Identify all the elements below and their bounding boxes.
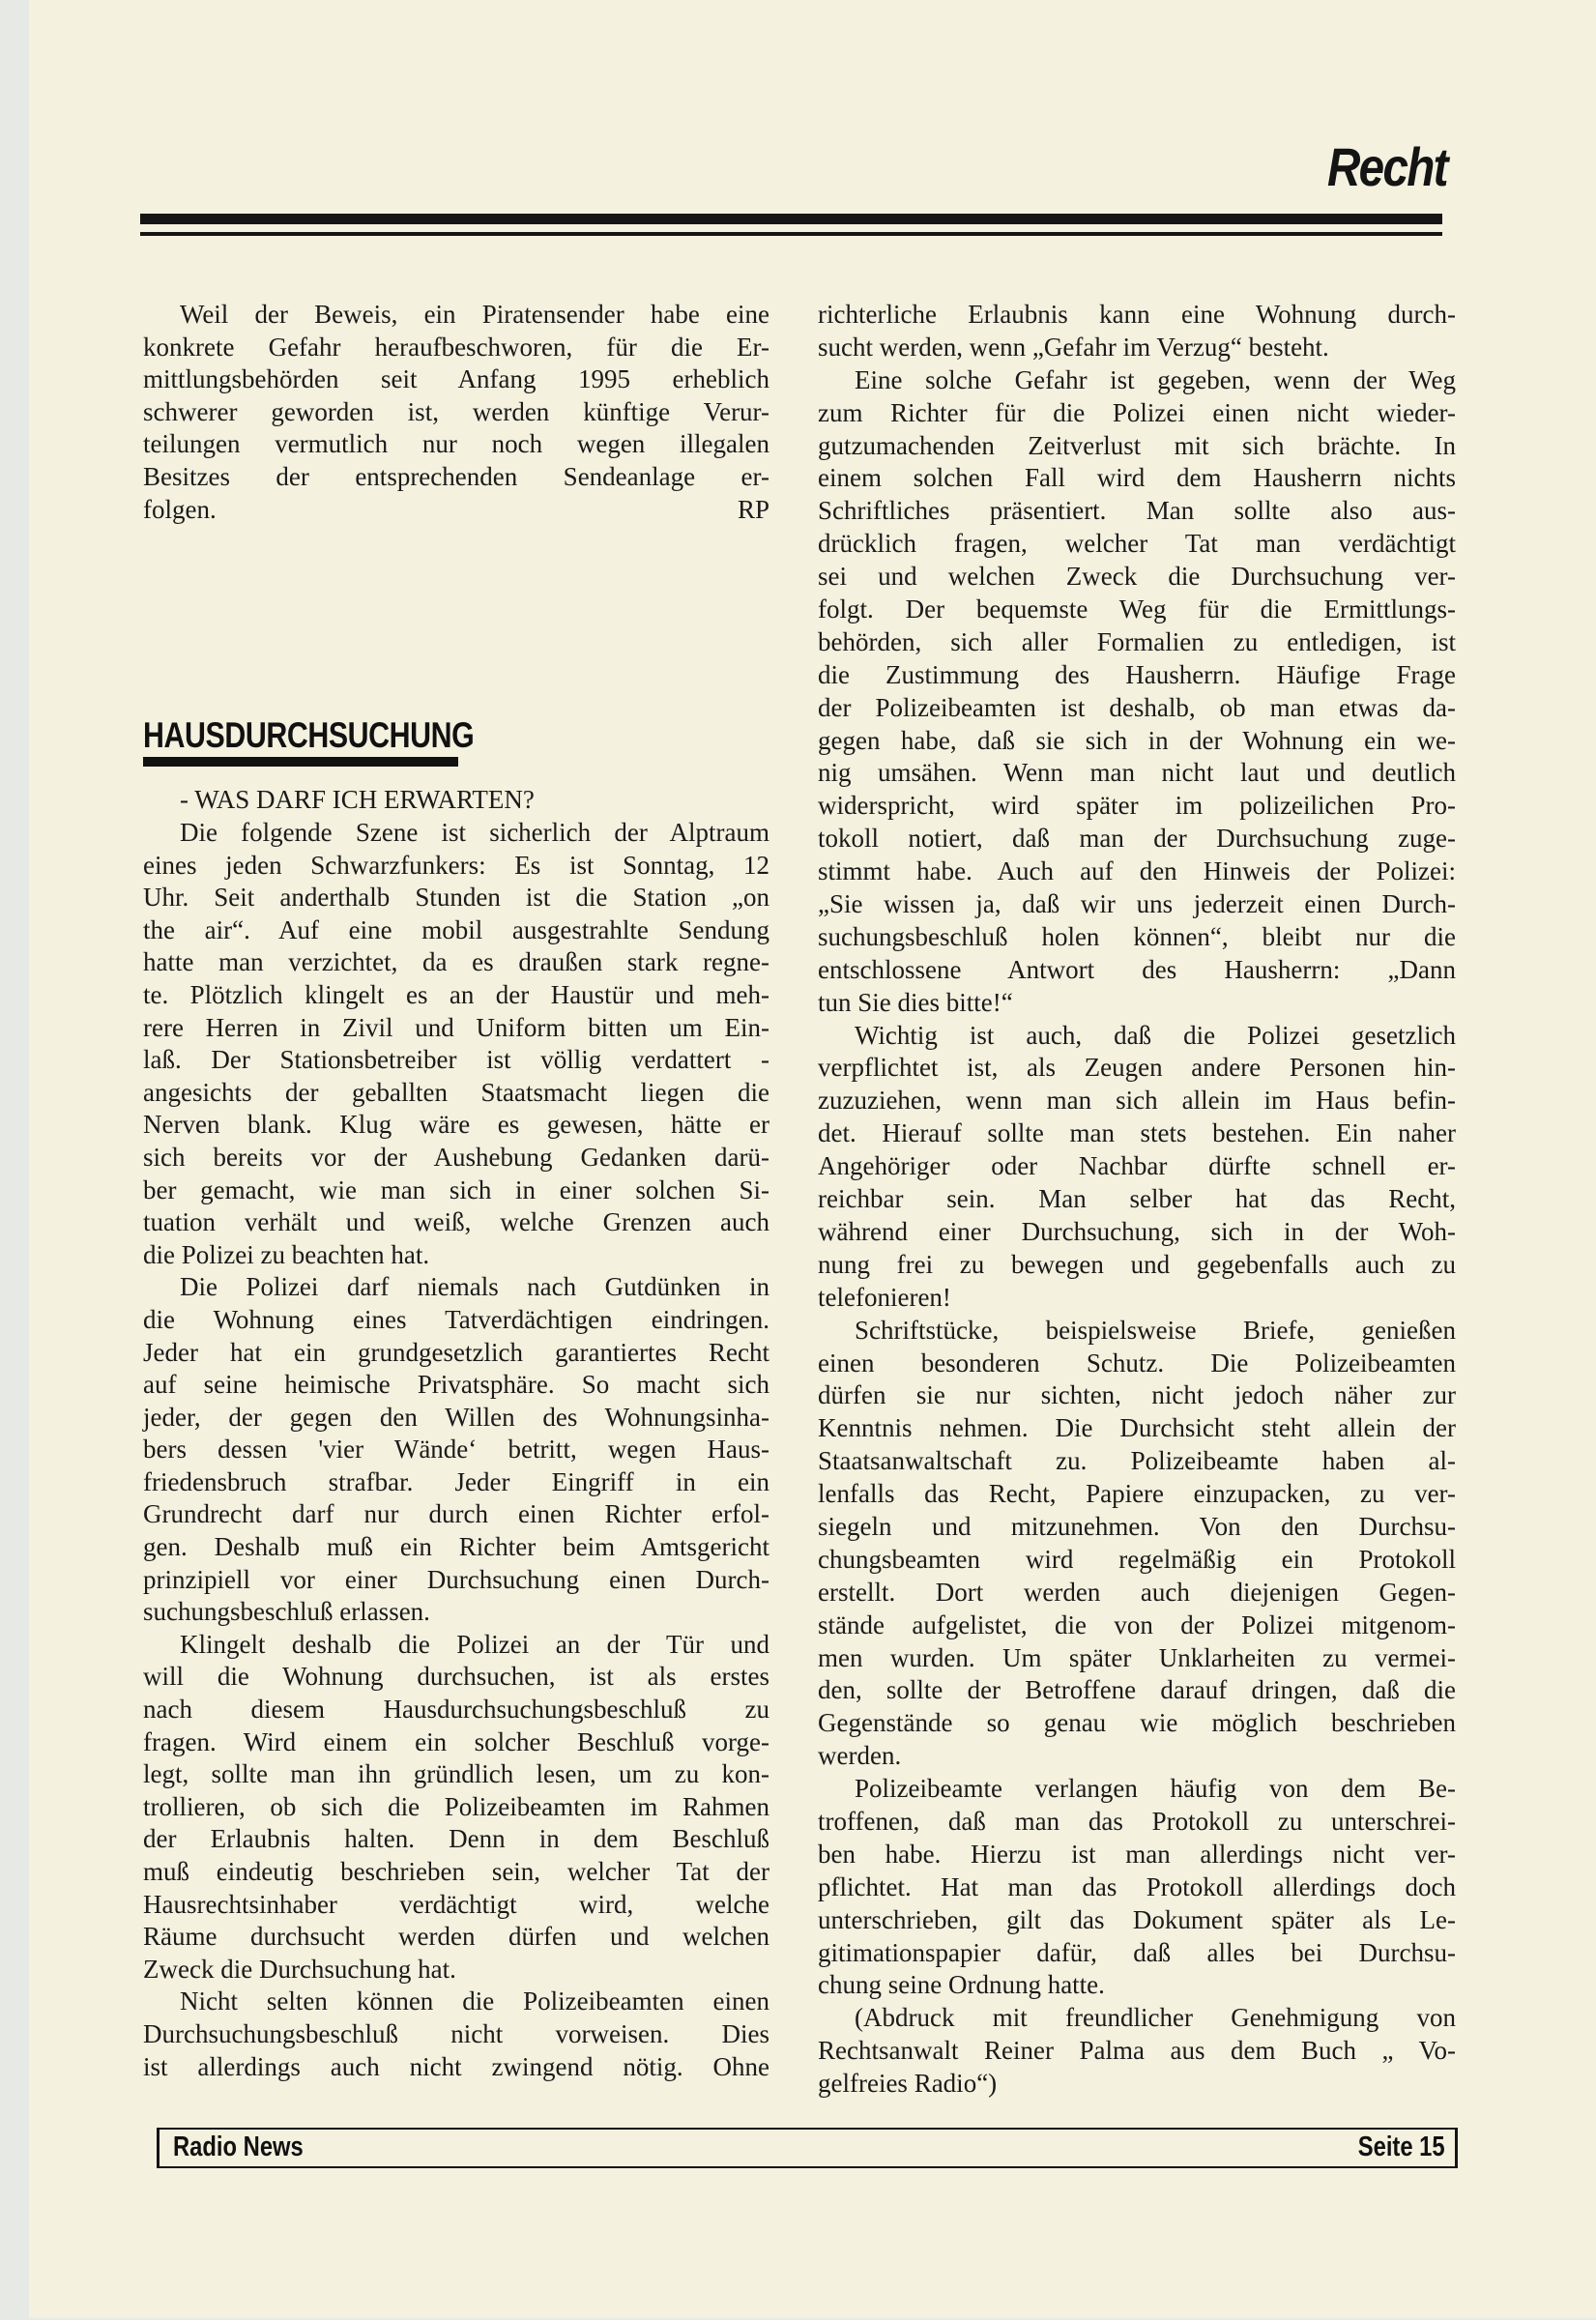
text-line: Weil der Beweis, ein Piratensender habe eine: [180, 300, 769, 329]
text-line: einen besonderen Schutz. Die Polizeibeamten: [818, 1348, 1456, 1378]
text-line: gen. Deshalb muß ein Richter beim Amtsgericht: [143, 1532, 769, 1562]
text-line: nung frei zu bewegen und gegebenfalls auch zu: [818, 1249, 1456, 1279]
text-line: auf seine heimische Privatsphäre. So macht sich: [143, 1370, 769, 1400]
text-line: Schriftliches präsentiert. Man sollte also aus-: [818, 496, 1456, 526]
text-line: unterschrieben, gilt das Dokument später als Le-: [818, 1904, 1456, 1934]
text-line: angesichts der geballten Staatsmacht liegen die: [143, 1077, 769, 1107]
text-line: eines jeden Schwarzfunkers: Es ist Sonntag, 12: [143, 850, 769, 880]
article-subtitle: - WAS DARF ICH ERWARTEN?: [180, 785, 535, 814]
text-line: Nerven blank. Klug wäre es gewesen, hätte er: [143, 1110, 769, 1140]
paragraph: [143, 1986, 769, 2083]
article-title: HAUSDURCHSUCHUNG: [143, 715, 475, 755]
text-line: richterliche Erlaubnis kann eine Wohnung durch-: [818, 300, 1456, 329]
text-line: Kenntnis nehmen. Die Durchsicht steht allein der: [818, 1413, 1456, 1443]
text-line: Wichtig ist auch, daß die Polizei gesetzlich: [855, 1020, 1456, 1050]
text-line: schwerer geworden ist, werden künftige Verur-: [143, 396, 769, 426]
text-line: will die Wohnung durchsuchen, ist als erstes: [143, 1662, 769, 1692]
text-line: Besitzes der entsprechenden Sendeanlage er-: [143, 461, 769, 491]
text-line: folgen.: [143, 494, 217, 524]
text-line: die Zustimmung des Hausherrn. Häufige Frage: [818, 659, 1456, 689]
text-line: Durchsuchungsbeschluß nicht vorweisen. Dies: [143, 2018, 769, 2048]
text-line: mittlungsbehörden seit Anfang 1995 erheblich: [143, 364, 769, 394]
text-line: te. Plötzlich klingelt es an der Haustür und meh-: [143, 979, 769, 1009]
text-line: behörden, sich aller Formalien zu entledigen, ist: [818, 626, 1456, 656]
article-title-underline: [143, 757, 458, 767]
text-line: Rechtsanwalt Reiner Palma aus dem Buch „ Vo-: [818, 2036, 1456, 2066]
text-line: nig umsähen. Wenn man nicht laut und deutlich: [818, 758, 1456, 788]
footer-publication: Radio News: [173, 2132, 304, 2162]
text-line: stimmt habe. Auch auf den Hinweis der Polizei:: [818, 856, 1456, 886]
paragraph: [818, 364, 1456, 1020]
text-line: tuation verhält und weiß, welche Grenzen auch: [143, 1207, 769, 1237]
text-line: telefonieren!: [818, 1282, 951, 1312]
text-line: reichbar sein. Man selber hat das Recht,: [818, 1184, 1456, 1214]
text-line: Zweck die Durchsuchung hat.: [143, 1954, 456, 1984]
article-subtitle-block: [143, 784, 769, 817]
text-line: Uhr. Seit anderthalb Stunden ist die Station „on: [143, 883, 769, 913]
text-line: sucht werden, wenn „Gefahr im Verzug“ besteht.: [818, 332, 1329, 362]
text-line: zuzuziehen, wenn man sich allein im Haus befin-: [818, 1086, 1456, 1116]
text-line: dürfen sie nur sichten, nicht jedoch näher zur: [818, 1380, 1456, 1410]
text-line: Gegenstände so genau wie möglich beschrieben: [818, 1708, 1456, 1738]
text-line: bers dessen 'vier Wände‘ betritt, wegen Haus-: [143, 1435, 769, 1464]
page-footer: [157, 2128, 1458, 2168]
paragraph: [818, 1020, 1456, 1315]
text-line: gutzumachenden Zeitverlust mit sich brächte. In: [818, 430, 1456, 460]
text-line: chung seine Ordnung hatte.: [818, 1970, 1105, 2000]
text-line: sei und welchen Zweck die Durchsuchung ver-: [818, 562, 1456, 592]
text-line: siegeln und mitzunehmen. Von den Durchsu-: [818, 1511, 1456, 1541]
text-line: teilungen vermutlich nur noch wegen illegalen: [143, 429, 769, 459]
text-line: gitimationspapier dafür, daß alles bei Durchsu-: [818, 1937, 1456, 1967]
text-line: tokoll notiert, daß man der Durchsuchung zuge-: [818, 824, 1456, 854]
text-line: der Erlaubnis halten. Denn in dem Beschluß: [143, 1824, 769, 1854]
text-line: Staatsanwaltschaft zu. Polizeibeamte haben al-: [818, 1446, 1456, 1476]
text-line: (Abdruck mit freundlicher Genehmigung von: [855, 2003, 1456, 2033]
text-line: hatte man verzichtet, da es draußen stark regne-: [143, 947, 769, 977]
text-line: rere Herren in Zivil und Uniform bitten um Ein-: [143, 1012, 769, 1042]
text-line: Eine solche Gefahr ist gegeben, wenn der Weg: [855, 364, 1456, 394]
text-line: werden.: [818, 1741, 902, 1771]
footer-page-number: Seite 15: [1358, 2132, 1445, 2162]
text-line: drücklich fragen, welcher Tat man verdächtigt: [818, 529, 1456, 559]
text-line: einem solchen Fall wird dem Hausherrn nichts: [818, 463, 1456, 493]
text-line: det. Hierauf sollte man stets bestehen. Ein naher: [818, 1118, 1456, 1148]
text-line: zum Richter für die Polizei einen nicht wieder-: [818, 397, 1456, 427]
text-line: Nicht selten können die Polizeibeamten einen: [180, 1986, 769, 2016]
text-line: Klingelt deshalb die Polizei an der Tür und: [180, 1629, 769, 1659]
left-column: [143, 817, 769, 2083]
paragraph: [818, 299, 1456, 364]
paragraph: [143, 1271, 769, 1629]
text-line: verpflichtet ist, als Zeugen andere Personen hin-: [818, 1053, 1456, 1083]
text-line: der Polizeibeamten ist deshalb, ob man etwas da-: [818, 692, 1456, 722]
text-line: Räume durchsucht werden dürfen und welchen: [143, 1922, 769, 1952]
text-line: tun Sie dies bitte!“: [818, 987, 1013, 1017]
text-line: suchungsbeschluß erlassen.: [143, 1597, 430, 1627]
text-line: die Polizei zu beachten hat.: [143, 1239, 430, 1269]
text-line: prinzipiell vor einer Durchsuchung einen Durch-: [143, 1564, 769, 1594]
text-line: suchungsbeschluß holen können“, bleibt nur die: [818, 921, 1456, 951]
text-line: gegen habe, daß sie sich in der Wohnung ein we-: [818, 725, 1456, 755]
text-line: troffenen, daß man das Protokoll zu unterschrei-: [818, 1806, 1456, 1836]
text-line: die Wohnung eines Tatverdächtigen eindringen.: [143, 1304, 769, 1334]
text-line: muß eindeutig beschrieben sein, welcher Tat der: [143, 1857, 769, 1886]
text-line: widerspricht, wird später im polizeilichen Pro-: [818, 791, 1456, 821]
text-line: „Sie wissen ja, daß wir uns jederzeit einen Durch-: [818, 889, 1456, 919]
paragraph: [818, 2002, 1456, 2101]
text-line: sich bereits vor der Aushebung Gedanken darü-: [143, 1142, 769, 1172]
header-rule-thick: [140, 214, 1442, 224]
text-line: während einer Durchsuchung, sich in der Woh-: [818, 1216, 1456, 1246]
text-line: nach diesem Hausdurchsuchungsbeschluß zu: [143, 1695, 769, 1725]
text-line: entschlossene Antwort des Hausherrn: „Dann: [818, 954, 1456, 984]
paragraph: [143, 1629, 769, 1986]
text-line: fragen. Wird einem ein solcher Beschluß vorge-: [143, 1726, 769, 1756]
text-line: men wurden. Um später Unklarheiten zu vermei-: [818, 1642, 1456, 1672]
text-line: den, sollte der Betroffene darauf dringen, daß die: [818, 1675, 1456, 1705]
text-line: laß. Der Stationsbetreiber ist völlig verdattert -: [143, 1045, 769, 1075]
text-line: stände aufgelistet, die von der Polizei mitgenom-: [818, 1610, 1456, 1639]
text-line: erstellt. Dort werden auch diejenigen Gegen-: [818, 1577, 1456, 1607]
text-line: Die Polizei darf niemals nach Gutdünken in: [180, 1272, 769, 1302]
author-initials: RP: [737, 494, 769, 524]
text-line: Jeder hat ein grundgesetzlich garantiertes Recht: [143, 1337, 769, 1367]
section-title: Recht: [1327, 136, 1447, 197]
paragraph: [143, 817, 769, 1271]
text-line: Hausrechtsinhaber verdächtigt wird, welche: [143, 1889, 769, 1919]
intro-last-line: [143, 494, 769, 527]
paragraph: [818, 1315, 1456, 1773]
text-line: Angehöriger oder Nachbar dürfte schnell er-: [818, 1151, 1456, 1181]
paragraph: [818, 1773, 1456, 2002]
text-line: ist allerdings auch nicht zwingend nötig. Ohne: [143, 2051, 769, 2081]
text-line: konkrete Gefahr heraufbeschworen, für die Er-: [143, 332, 769, 362]
text-line: legt, sollte man ihn gründlich lesen, um zu kon-: [143, 1759, 769, 1789]
text-line: chungsbeamten wird regelmäßig ein Protokoll: [818, 1544, 1456, 1574]
text-line: gelfreies Radio“): [818, 2069, 998, 2099]
text-line: ben habe. Hierzu ist man allerdings nicht ver-: [818, 1839, 1456, 1869]
text-line: ber gemacht, wie man sich in einer solchen Si-: [143, 1174, 769, 1204]
text-line: Polizeibeamte verlangen häufig von dem Be-: [855, 1774, 1456, 1804]
intro-paragraph: [143, 299, 769, 526]
text-line: jeder, der gegen den Willen des Wohnungsinha-: [143, 1402, 769, 1432]
text-line: lenfalls das Recht, Papiere einzupacken, zu ver-: [818, 1479, 1456, 1509]
text-line: Schriftstücke, beispielsweise Briefe, genießen: [855, 1315, 1456, 1345]
text-line: pflichtet. Hat man das Protokoll allerdings doch: [818, 1871, 1456, 1901]
text-line: trollieren, ob sich die Polizeibeamten im Rahmen: [143, 1791, 769, 1821]
header-rule-thin: [140, 232, 1442, 236]
text-line: Grundrecht darf nur durch einen Richter erfol-: [143, 1499, 769, 1529]
text-line: folgt. Der bequemste Weg für die Ermittlungs-: [818, 594, 1456, 624]
right-column: [818, 299, 1456, 2101]
text-line: the air“. Auf eine mobil ausgestrahlte Sendung: [143, 914, 769, 944]
text-line: friedensbruch strafbar. Jeder Eingriff in ein: [143, 1466, 769, 1496]
text-line: Die folgende Szene ist sicherlich der Alptraum: [180, 818, 769, 847]
